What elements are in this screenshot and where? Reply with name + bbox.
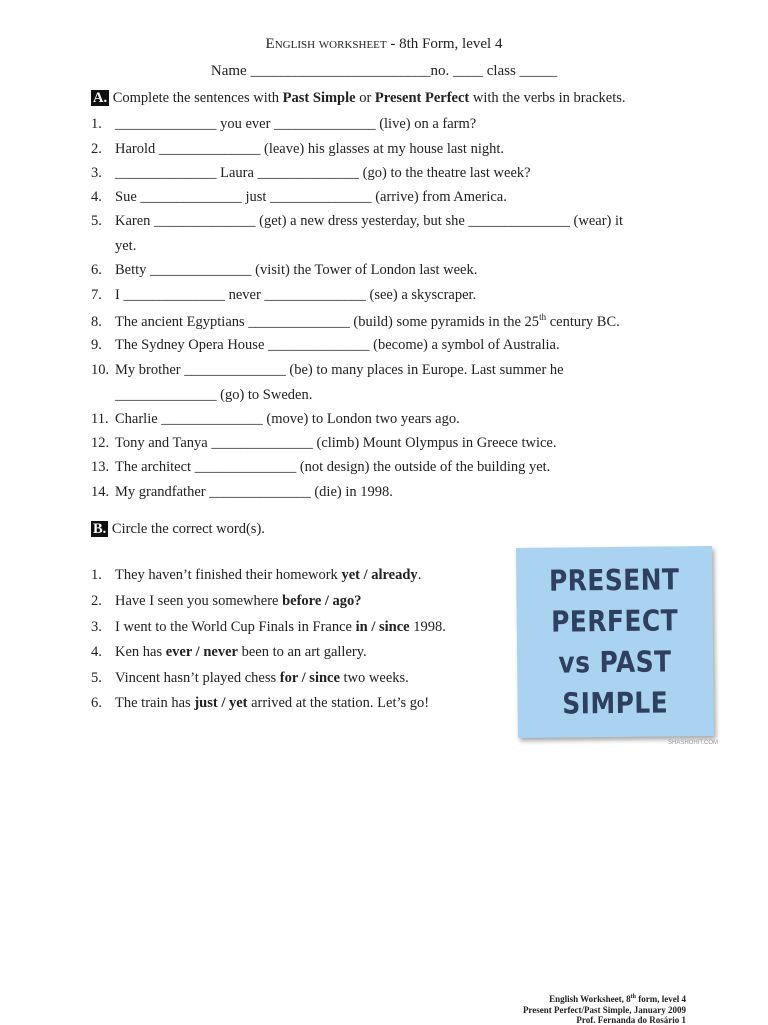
exercise-a-item-5: 5. Karen ______________ (get) a new dress yesterday, but she ______________ (wear) it xyxy=(91,213,624,229)
exercise-a-item-13: 13. The architect ______________ (not design) the outside of the building yet. xyxy=(91,459,551,475)
worksheet-title: English worksheet - 8th Form, level 4 xyxy=(265,36,503,52)
word-choice: before / ago? xyxy=(282,593,362,609)
exercise-a-item-7: 7. I ______________ never ______________ (see) a skyscraper. xyxy=(91,287,477,303)
sticky-note-line: vs PAST xyxy=(558,644,672,680)
word-choice: ever / never xyxy=(165,644,238,660)
section-b-instruction: B. Circle the correct word(s). xyxy=(93,521,265,537)
exercise-a-item-11: 11. Charlie ______________ (move) to London two years ago. xyxy=(91,411,460,427)
section-a-instruction: A. Complete the sentences with Past Simple or Present Perfect with the verbs in brackets. xyxy=(93,90,626,106)
footer-line-1: English Worksheet, 8th form, level 4 xyxy=(549,994,686,1004)
exercise-b-item-4: 4. Ken has ever / never been to an art gallery. xyxy=(91,644,367,660)
exercise-a-item-12: 12. Tony and Tanya ______________ (climb) Mount Olympus in Greece twice. xyxy=(91,435,557,451)
exercise-a-item-8: 8. The ancient Egyptians ______________ (build) some pyramids in the 25th century BC. xyxy=(91,312,620,330)
exercise-a-item-4: 4. Sue ______________ just ______________ (arrive) from America. xyxy=(91,189,507,205)
sticky-note-line: PERFECT xyxy=(551,603,679,639)
footer-line-2: Present Perfect/Past Simple, January 2009 xyxy=(522,1005,686,1015)
exercise-b-item-5: 5. Vincent hasn’t played chess for / since two weeks. xyxy=(91,670,409,686)
image-credit: SHASHOHIT.COM xyxy=(668,740,719,746)
exercise-a-item-10-continued: ______________ (go) to Sweden. xyxy=(115,387,313,403)
exercise-a-item-5-continued: yet. xyxy=(115,238,137,254)
exercise-a-item-2: 2. Harold ______________ (leave) his glasses at my house last night. xyxy=(91,141,505,157)
word-choice: in / since xyxy=(355,619,410,635)
section-a-label: A. xyxy=(93,90,108,106)
exercise-b-item-6: 6. The train has just / yet arrived at the station. Let’s go! xyxy=(91,695,430,711)
word-choice: yet / already xyxy=(341,567,418,583)
exercise-a-item-6: 6. Betty ______________ (visit) the Tower of London last week. xyxy=(91,262,478,278)
exercise-a-item-14: 14. My grandfather ______________ (die) in 1998. xyxy=(91,484,393,500)
exercise-a-item-9: 9. The Sydney Opera House ______________ (become) a symbol of Australia. xyxy=(91,337,560,353)
word-choice: just / yet xyxy=(194,695,248,711)
exercise-b-item-3: 3. I went to the World Cup Finals in France in / since 1998. xyxy=(91,619,446,635)
name-line: Name ________________________no. ____ class _____ xyxy=(210,63,558,79)
exercise-a-item-10: 10. My brother ______________ (be) to many places in Europe. Last summer he xyxy=(91,362,564,378)
sticky-note-line: SIMPLE xyxy=(562,685,669,721)
exercise-b-item-2: 2. Have I seen you somewhere before / ago? xyxy=(91,593,362,609)
sticky-note-line: PRESENT xyxy=(548,562,680,598)
exercise-b-item-1: 1. They haven’t finished their homework yet / already. xyxy=(91,567,422,583)
sticky-note-image xyxy=(516,546,714,738)
exercise-a-item-1: 1. ______________ you ever ______________ (live) on a farm? xyxy=(91,116,477,132)
section-b-label: B. xyxy=(93,521,107,537)
exercise-a-item-3: 3. ______________ Laura ______________ (go) to the theatre last week? xyxy=(91,165,531,181)
footer-line-3: Prof. Fernanda do Rosário 1 xyxy=(576,1015,686,1025)
word-choice: for / since xyxy=(279,670,340,686)
